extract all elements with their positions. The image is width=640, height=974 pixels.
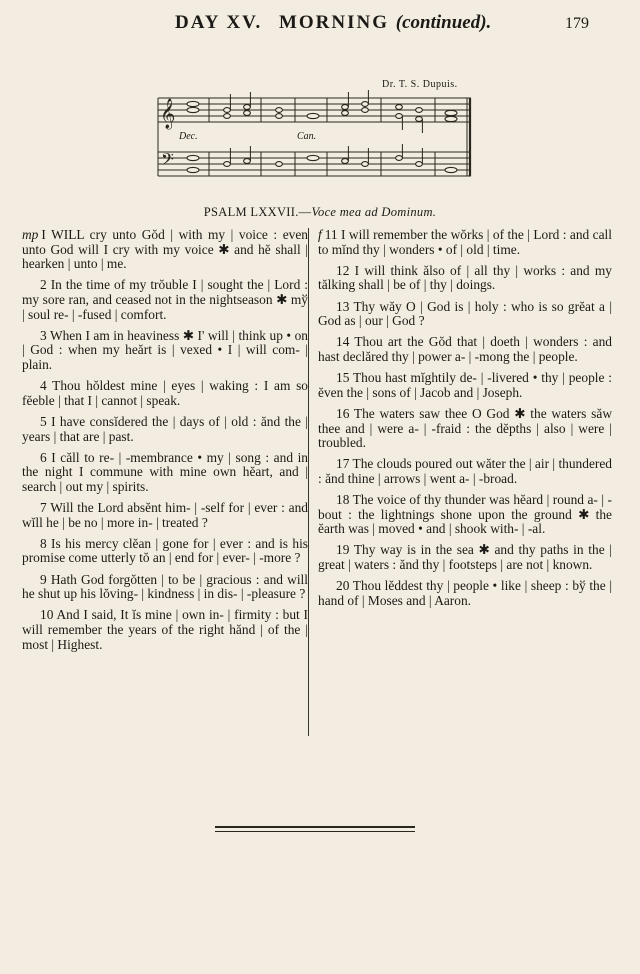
verse: 14 Thou art the Gŏd that | doeth | wonders : and hast declăred thy | power a- | -mong the | people. — [318, 334, 612, 364]
verse: 7 Will the Lord absĕnt him- | -self for | ever : and wĭll he | be no | more in- | treated ? — [22, 500, 308, 530]
page-title — [175, 12, 491, 34]
verse: 18 The voice of thy thunder was hĕard | round a- | -bout : the lightnings shone upon the ground ✱ the ĕarth was | moved • and | shook with- | -al. — [318, 492, 612, 537]
footer-rule — [215, 826, 415, 832]
verse: 5 I have consĭdered the | days of | old : ănd the | years | that are | past. — [22, 413, 308, 444]
verse: 15 Thou hast mĭghtily de- | -livered • thy | people : ĕven the | sons of | Jacob and | Joseph. — [318, 370, 612, 400]
title-continued: (continued). — [395, 12, 492, 33]
title-day: DAY XV. — [175, 12, 263, 33]
chant-music-score — [155, 78, 475, 184]
chant-composer: Dr. T. S. Dupuis. — [382, 79, 458, 90]
verse: mp I WILL cry unto Gŏd | with my | voice : even unto God will I cry with my voice ✱ and hĕ shall | hearken | unto | me. — [22, 227, 308, 272]
verse: 6 I căll to re- | -membrance • my | song : and in the night I commune with mine own hĕart, and | search | out my | spirits. — [22, 449, 308, 494]
page-header — [0, 12, 640, 38]
clefs — [160, 98, 175, 173]
verse: 9 Hath God forgŏtten | to be | gracious : and will he shut up his lŏving- | kindness | in dis- | -pleasure ? — [22, 571, 308, 602]
verses-right-column — [318, 228, 612, 615]
psalm-number: PSALM LXXVII. — [203, 205, 299, 219]
svg-text:𝄢: 𝄢 — [161, 149, 174, 173]
page-number: 179 — [565, 15, 589, 32]
chant-notes — [187, 101, 457, 172]
verse: 13 Thy wăy O | God is | holy : who is so grĕat a | God as | our | God ? — [318, 298, 612, 329]
column-divider — [308, 228, 309, 736]
verse: 3 When I am in heaviness ✱ I' will | think up • on | God : when my heărt is | vexed • I | will com- | plain. — [22, 327, 308, 372]
psalm-latin-title: Voce mea ad Dominum. — [311, 205, 437, 219]
title-section: MORNING — [278, 12, 390, 33]
verse: 16 The waters saw thee O God ✱ the waters săw thee and | were a- | -fraid : the dĕpths | also | were | troubled. — [318, 405, 612, 451]
verse: 4 Thou hŏldest mine | eyes | waking : I am so fĕeble | that I | cannot | speak. — [22, 378, 308, 408]
dynamic-mark: mp — [22, 227, 39, 242]
label-dec: Dec. — [179, 131, 198, 142]
verse: 10 And I said, It ĭs mine | own in- | firmity : but I will remember the years of the right hănd | of the | most | Highest. — [22, 607, 308, 652]
note-stems — [230, 90, 422, 164]
verse: 2 In the time of my trŏuble I | sought the | Lord : my sore ran, and ceased not in the nightseason ✱ mў | soul re- | -fused | comfort. — [22, 277, 308, 322]
psalm-dash: — — [298, 205, 312, 219]
verse: 17 The clouds poured out wăter the | air | thundered : ănd thine | arrows | went a- | -broad. — [318, 456, 612, 486]
psalm-heading — [0, 205, 640, 220]
verse: 20 Thou lĕddest thy | people • like | sheep : bў the | hand of | Moses and | Aaron. — [318, 578, 612, 608]
dynamic-mark: f — [318, 227, 322, 242]
verses-left-column — [22, 228, 308, 659]
label-can: Can. — [297, 131, 317, 142]
verse: 19 Thy way is in the sea ✱ and thy paths in the | great | waters : ănd thy | footsteps | are not | known. — [318, 542, 612, 573]
verse: 8 Is his mercy clĕan | gone for | ever : and is his promise come utterly tŏ an | end for | ever- | -more ? — [22, 535, 308, 566]
verse: 12 I will think ălso of | all thy | works : and my tălking shall | be of | thy | doings. — [318, 262, 612, 293]
verse: f 11 I will remember the wŏrks | of the | Lord : and call to mĭnd thy | wonders • of | old | time. — [318, 227, 612, 257]
svg-text:𝄞: 𝄞 — [160, 99, 176, 129]
